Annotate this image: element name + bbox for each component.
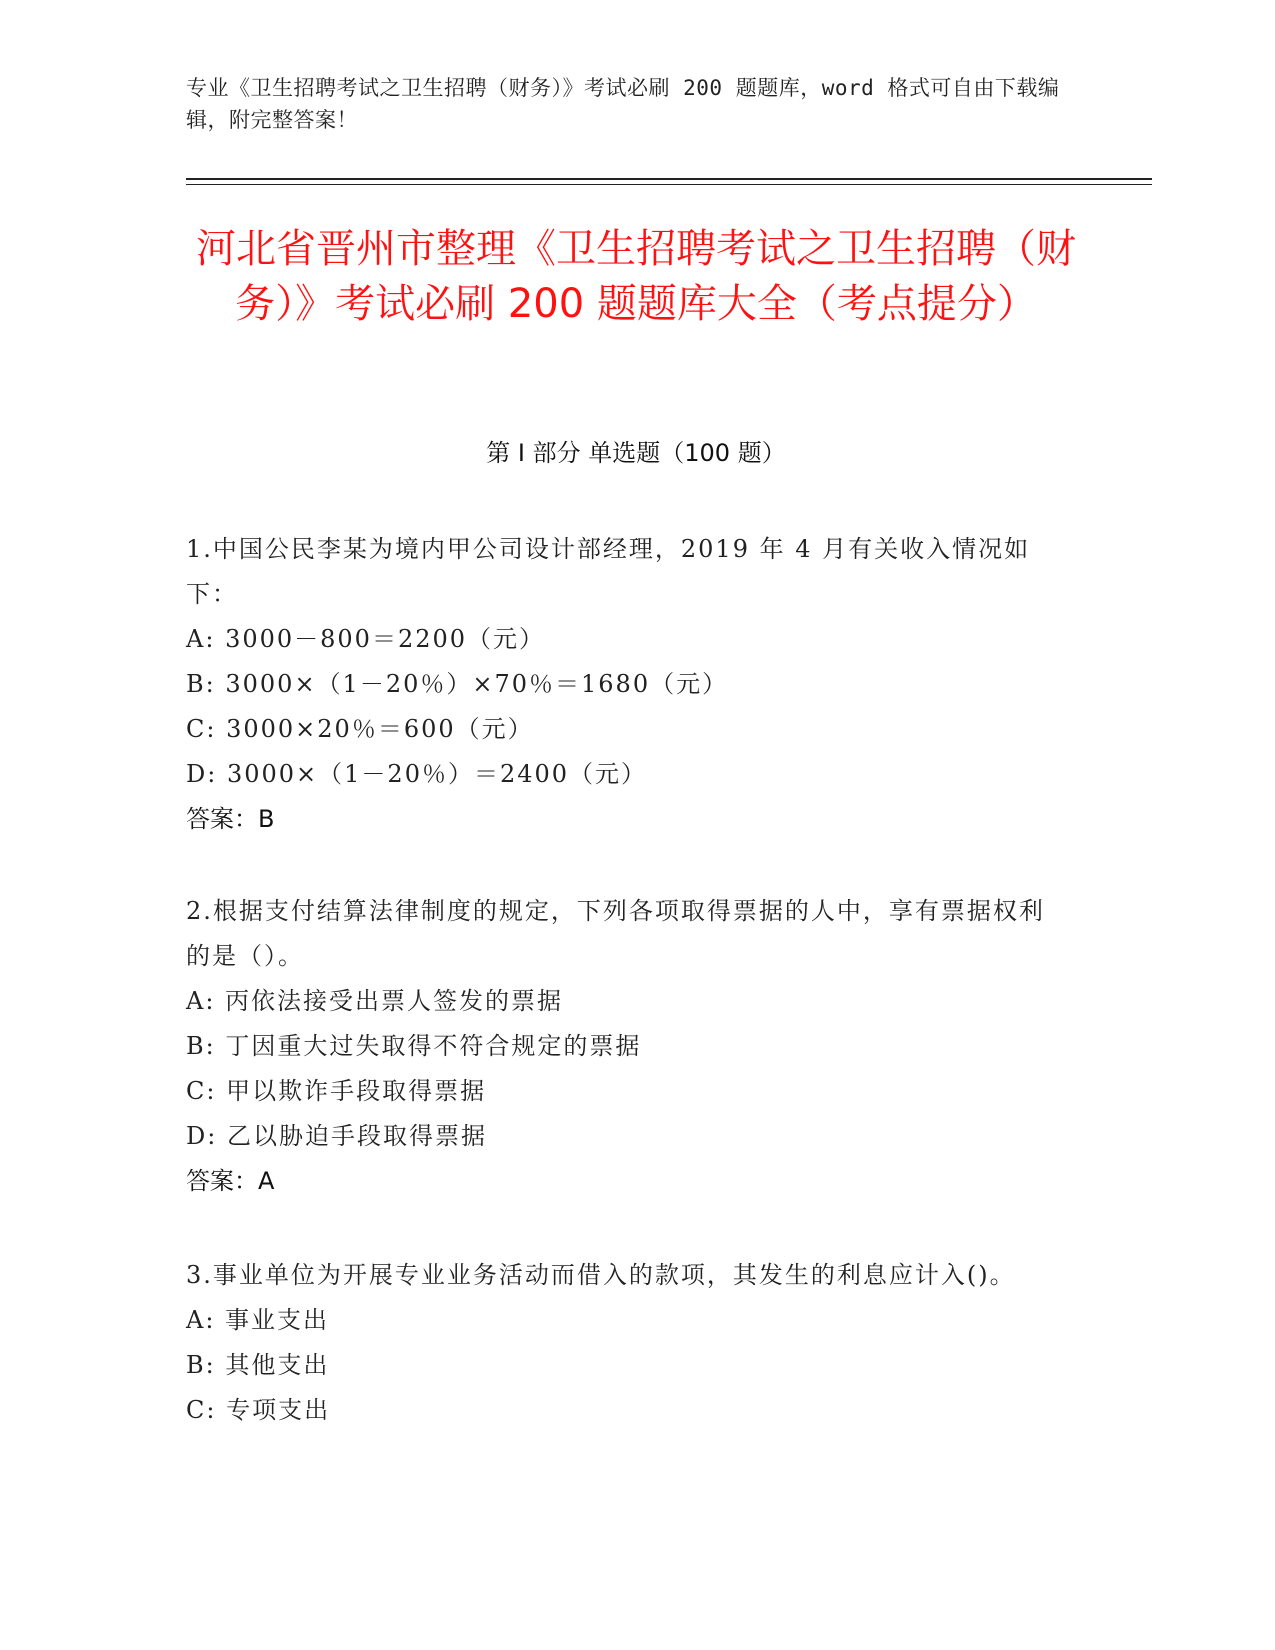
option-letter: B: <box>186 1351 216 1379</box>
document-title: 河北省晋州市整理《卫生招聘考试之卫生招聘（财务）》考试必刷 200 题题库大全（考点提分） <box>196 226 1076 327</box>
option-text: 专项支出 <box>226 1396 331 1424</box>
option-b <box>186 1024 1066 1069</box>
option-letter: B: <box>186 1032 216 1060</box>
header-rule-thin <box>186 184 1152 185</box>
option-text: 3000×20％＝600（元） <box>226 715 534 743</box>
header-rule-thick <box>186 178 1152 180</box>
option-c <box>186 1069 1066 1114</box>
option-a <box>186 617 1066 662</box>
option-letter: C: <box>186 1077 217 1105</box>
question-stem: 1.中国公民李某为境内甲公司设计部经理，2019 年 4 月有关收入情况如下： <box>186 535 1031 608</box>
question-stem: 3.事业单位为开展专业业务活动而借入的款项，其发生的利息应计入()。 <box>186 1261 1016 1289</box>
option-c <box>186 1388 1066 1433</box>
option-text: 甲以欺诈手段取得票据 <box>226 1077 487 1105</box>
option-c <box>186 707 1066 752</box>
option-letter: D: <box>186 1122 218 1150</box>
option-b <box>186 1343 1066 1388</box>
question-stem: 2.根据支付结算法律制度的规定，下列各项取得票据的人中，享有票据权利的是（）。 <box>186 897 1045 970</box>
option-text: 乙以胁迫手段取得票据 <box>226 1122 487 1150</box>
option-text: 丁因重大过失取得不符合规定的票据 <box>225 1032 642 1060</box>
option-b <box>186 662 1066 707</box>
option-text: 丙依法接受出票人签发的票据 <box>225 987 564 1015</box>
option-text: 3000×（1－20％）＝2400（元） <box>226 760 648 788</box>
option-letter: C: <box>186 715 217 743</box>
option-letter: A: <box>186 987 216 1015</box>
option-d <box>186 1114 1066 1159</box>
option-letter: A: <box>186 625 216 653</box>
option-text: 3000－800＝2200（元） <box>225 625 546 653</box>
option-text: 3000×（1－20％）×70％＝1680（元） <box>225 670 729 698</box>
option-letter: D: <box>186 760 218 788</box>
question-2 <box>186 889 1066 1204</box>
section-heading: 第 I 部分 单选题（100 题） <box>486 439 786 467</box>
option-letter: C: <box>186 1396 217 1424</box>
option-a <box>186 1298 1066 1343</box>
intro-text: 专业《卫生招聘考试之卫生招聘（财务）》考试必刷 200 题题库，word 格式可自由下载编辑，附完整答案！ <box>186 76 1060 132</box>
option-letter: B: <box>186 670 216 698</box>
option-d <box>186 752 1066 797</box>
answer-line: 答案：B <box>186 805 275 833</box>
question-3 <box>186 1253 1066 1433</box>
option-a <box>186 979 1066 1024</box>
option-text: 其他支出 <box>225 1351 330 1379</box>
question-1 <box>186 527 1066 842</box>
option-letter: A: <box>186 1306 216 1334</box>
answer-line: 答案：A <box>186 1167 275 1195</box>
option-text: 事业支出 <box>225 1306 330 1334</box>
